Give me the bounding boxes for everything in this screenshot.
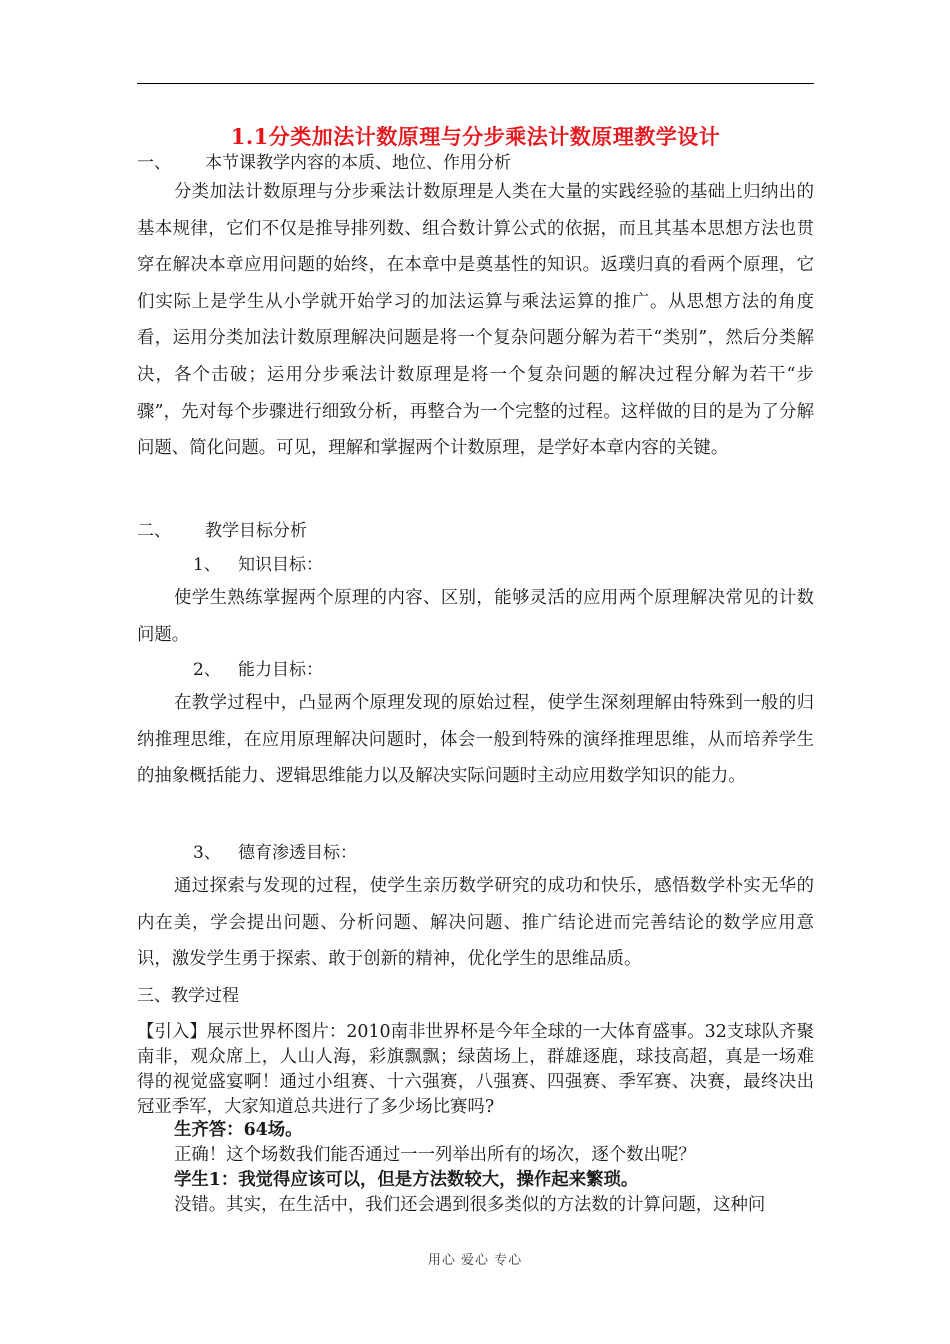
goal-2-heading (193, 657, 323, 683)
intro-paragraph: 【引入】展示世界杯图片：2010南非世界杯是今年全球的一大体育盛事。32支球队齐聚南非，观众席上，人山人海，彩旗飘飘；绿茵场上，群雄逐鹿，球技高超，真是一场难得的视觉盛宴啊！通过小组赛、十六强赛，八强赛、四强赛、季军赛、决赛，最终决出冠亚季军，大家知道总共进行了多少场比赛吗? (137, 1022, 814, 1117)
goal-3-label: 德育渗透目标： (238, 843, 357, 863)
goal-1-text: 使学生熟练掌握两个原理的内容、区别，能够灵活的应用两个原理解决常见的计数问题。 (137, 588, 814, 645)
goal-1-number: 1、 (193, 555, 221, 575)
goal-2-label: 能力目标： (238, 660, 323, 680)
section-2-number: 二、 (137, 521, 171, 541)
student-answer-1: 生齐答：64场。 (174, 1120, 303, 1140)
goal-2-number: 2、 (193, 660, 221, 680)
section-1-title: 本节课教学内容的本质、地位、作用分析 (205, 153, 511, 173)
goal-3-text: 通过探索与发现的过程，使学生亲历数学研究的成功和快乐，感悟数学朴实无华的内在美，学会提出问题、分析问题、解决问题、推广结论进而完善结论的数学应用意识，激发学生勇于探索、敢于创新的精神，优化学生的思维品质。 (137, 876, 814, 970)
document-title: 1.1分类加法计数原理与分步乘法计数原理教学设计 (230, 124, 721, 149)
section-1-number: 一、 (137, 153, 171, 173)
section-1-paragraph: 分类加法计数原理与分步乘法计数原理是人类在大量的实践经验的基础上归纳出的基本规律，它们不仅是推导排列数、组合数计算公式的依据，而且其基本思想方法也贯穿在解决本章应用问题的始终，在本章中是奠基性的知识。返璞归真的看两个原理，它们实际上是学生从小学就开始学习的加法运算与乘法运算的推广。从思想方法的角度看，运用分类加法计数原理解决问题是将一个复杂问题分解为若干“类别”，然后分类解决，各个击破；运用分步乘法计数原理是将一个复杂问题的解决过程分解为若干“步骤”，先对每个步骤进行细致分析，再整合为一个完整的过程。这样做的目的是为了分解问题、简化问题。可见，理解和掌握两个计数原理，是学好本章内容的关键。 (137, 182, 814, 459)
student-answer-2: 学生1：我觉得应该可以，但是方法数较大，操作起来繁琐。 (174, 1170, 639, 1190)
section-2-heading (137, 518, 307, 544)
section-3-heading: 三、教学过程 (137, 986, 239, 1006)
goal-2-text: 在教学过程中，凸显两个原理发现的原始过程，使学生深刻理解由特殊到一般的归纳推理思维，在应用原理解决问题时，体会一般到特殊的演绎推理思维，从而培养学生的抽象概括能力、逻辑思维能力以及解决实际问题时主动应用数学知识的能力。 (137, 693, 814, 787)
page-footer: 用心 爱心 专心 (427, 1253, 523, 1268)
goal-1-heading (193, 552, 323, 578)
teacher-remark-2: 没错。其实，在生活中，我们还会遇到很多类似的方法数的计算问题，这种问 (174, 1195, 766, 1215)
goal-1-label: 知识目标： (238, 555, 323, 575)
goal-3-heading (193, 840, 357, 866)
section-2-title: 教学目标分析 (205, 521, 307, 541)
teacher-remark-1: 正确！这个场数我们能否通过一一列举出所有的场次，逐个数出呢？ (174, 1145, 696, 1165)
section-1-heading (137, 150, 511, 176)
header-rule (137, 83, 814, 84)
goal-3-number: 3、 (193, 843, 221, 863)
